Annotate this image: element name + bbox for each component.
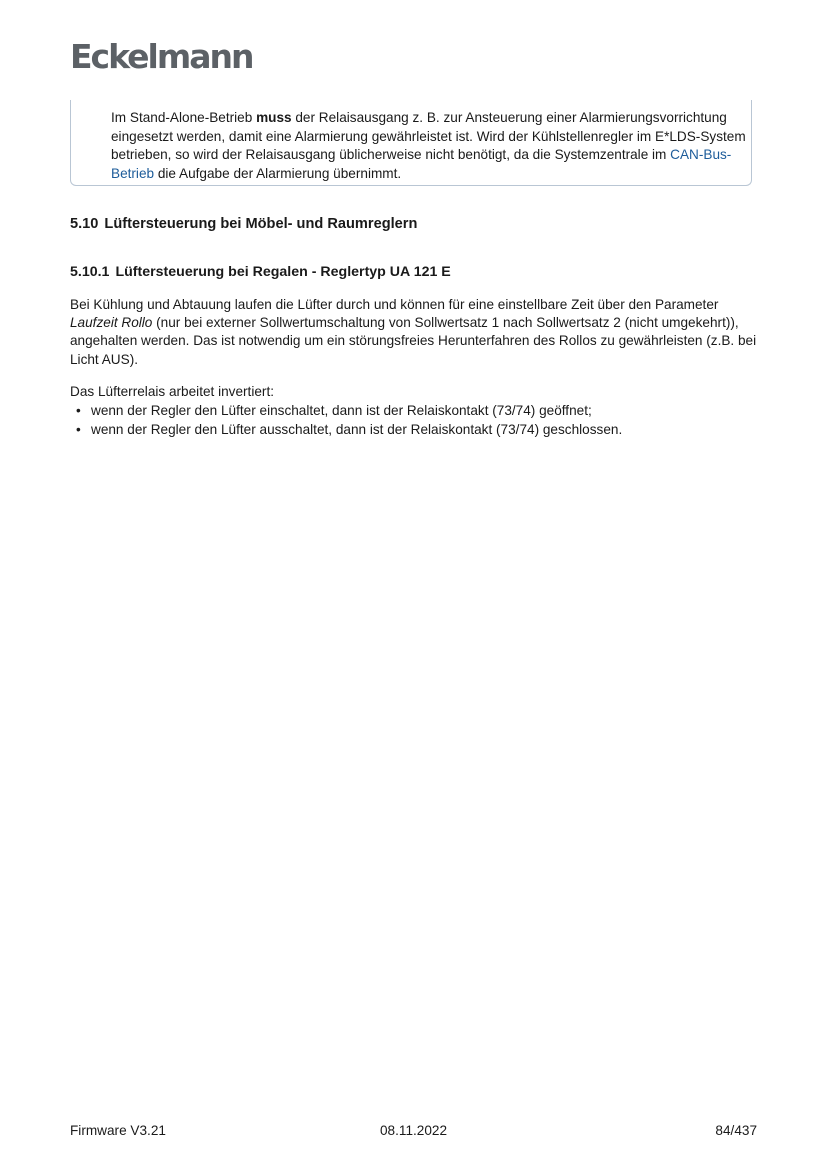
subsection-title: Lüftersteuerung bei Regalen - Reglertyp UA 121 E	[115, 264, 451, 280]
company-logo: Eckelmann	[70, 37, 253, 76]
list-item	[70, 421, 622, 440]
note-text-part1: Im Stand-Alone-Betrieb	[111, 110, 257, 125]
relay-intro: Das Lüfterrelais arbeitet invertiert:	[70, 384, 274, 399]
can-bus-link[interactable]: CAN-Bus-Betrieb	[111, 147, 732, 181]
subsection-number: 5.10.1	[70, 264, 110, 280]
bullet-icon: •	[76, 403, 81, 418]
section-title: Lüftersteuerung bei Möbel- und Raumreglern	[104, 216, 418, 232]
footer-date: 08.11.2022	[380, 1123, 448, 1138]
note-text-part3: die Aufgabe der Alarmierung übernimmt.	[154, 165, 402, 181]
section-heading	[70, 216, 423, 232]
footer-page-number: 84/437	[715, 1123, 757, 1138]
note-text-part2: der Relaisausgang z. B. zur Ansteuerung einer Alarmierungsvorrichtung eingesetzt werden, damit eine Alarmierung gewährleistet ist. Wird der Kühlstellenregler im E*LDS-System betrieben, so wird der Relaisausgang üblicherweise nicht benötigt, da die Systemzentrale im	[111, 110, 746, 162]
paragraph-part1: Bei Kühlung und Abtauung laufen die Lüfter durch und können für eine einstellbare Zeit über den Parameter	[70, 297, 719, 312]
section-number: 5.10	[70, 216, 99, 232]
bullet-icon: •	[76, 421, 81, 437]
list-item-text: wenn der Regler den Lüfter einschaltet, dann ist der Relaiskontakt (73/74) geöffnet;	[91, 403, 592, 418]
list-item-text: wenn der Regler den Lüfter ausschaltet, dann ist der Relaiskontakt (73/74) geschlossen.	[91, 421, 623, 437]
footer-firmware: Firmware V3.21	[70, 1123, 166, 1138]
parameter-name: Laufzeit Rollo	[70, 315, 153, 331]
body-paragraph	[70, 296, 760, 369]
list-item	[70, 402, 622, 421]
subsection-heading	[70, 264, 457, 280]
relay-behavior-list	[70, 402, 622, 439]
paragraph-part2: (nur bei externer Sollwertumschaltung von Sollwertsatz 1 nach Sollwertsatz 2 (nicht umgekehrt)), angehalten werden. Das ist notwendig um ein störungsfreies Herunterfahren des Rollos zu gewährleisten (z.B. bei Licht AUS).	[70, 315, 757, 367]
note-text	[111, 109, 746, 183]
note-emphasis: muss	[256, 110, 292, 125]
